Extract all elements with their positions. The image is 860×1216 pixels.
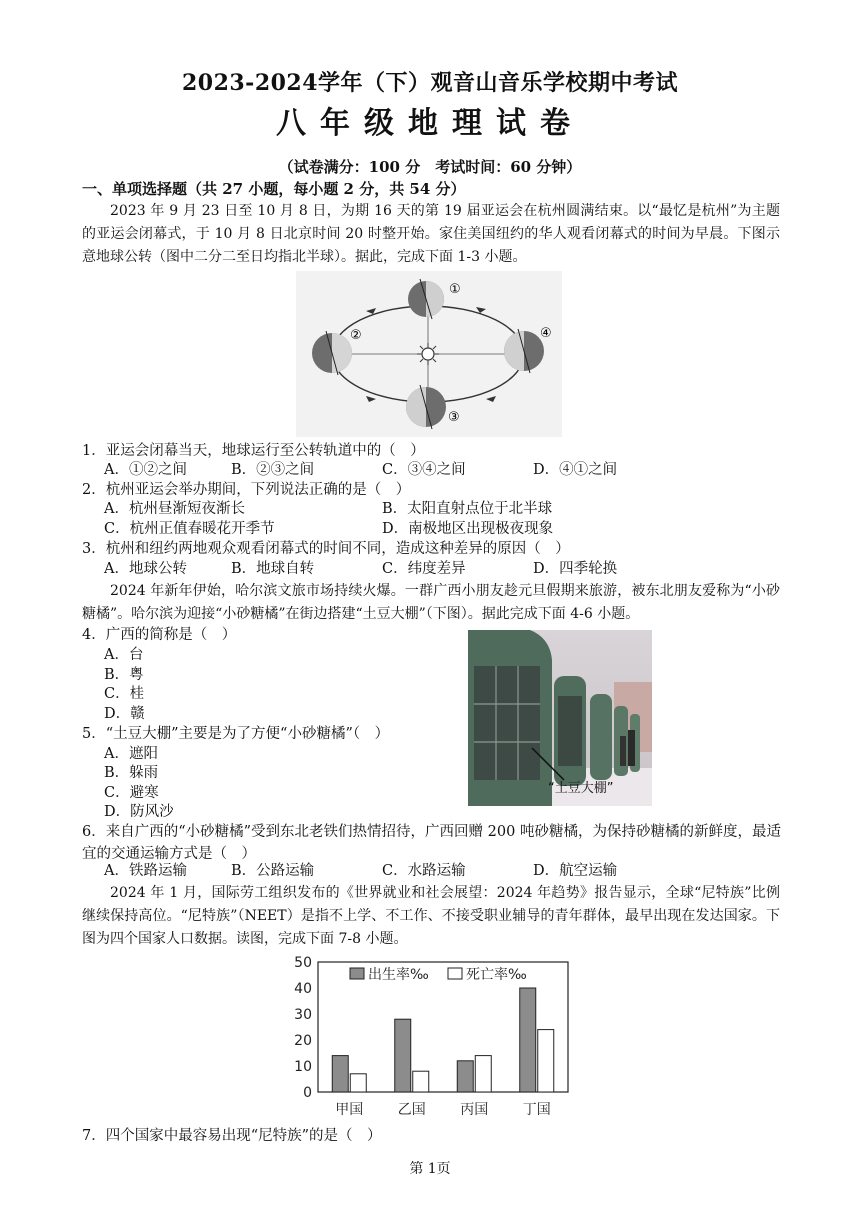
question-1-stem: 1．亚运会闭幕当天，地球运行至公转轨道中的（ ）: [82, 443, 425, 459]
q6-option-d[interactable]: D．航空运输: [533, 863, 618, 879]
question-7-stem: 7．四个国家中最容易出现“尼特族”的是（ ）: [82, 1128, 382, 1144]
orbit-figure: [296, 271, 562, 437]
q5-option-d[interactable]: D．防风沙: [104, 804, 174, 820]
x-tick-label-0: 甲国: [335, 1102, 364, 1118]
q2-option-a[interactable]: A．杭州昼渐短夜渐长: [104, 501, 245, 517]
legend-swatch-1: [448, 968, 462, 979]
question-4-stem: 4．广西的简称是（ ）: [82, 627, 237, 643]
q6-option-a[interactable]: A．铁路运输: [104, 863, 187, 879]
q3-option-b[interactable]: B．地球自转: [231, 561, 315, 577]
street-photo-illustration: [468, 630, 652, 806]
orbit-label-2: ②: [350, 328, 362, 343]
q1-option-b[interactable]: B．②③之间: [231, 462, 315, 478]
bar-乙国-birth: [395, 1019, 411, 1092]
passage-3: 2024 年 1 月，国际劳工组织发布的《世界就业和社会展望：2024 年趋势》报告显示，全球“尼特族”比例继续保持高位。“尼特族”（NEET）是指不上学、不工作、不接受职业辅导的青年群体，最早出现在发达国家。下图为四个国家人口数据。读图，完成下面 7-8 小题。: [82, 885, 780, 947]
legend-label-1: 死亡率‰: [466, 967, 527, 983]
orbit-label-1: ①: [449, 282, 461, 297]
photo-caption: “土豆大棚”: [548, 781, 614, 796]
bar-甲国-birth: [332, 1056, 348, 1092]
sun-icon: [417, 343, 439, 365]
x-tick-label-2: 丙国: [460, 1102, 489, 1118]
orbit-label-4: ④: [540, 326, 552, 341]
bar-乙国-death: [413, 1071, 429, 1092]
passage-2: 2024 年新年伊始，哈尔滨文旅市场持续火爆。一群广西小朋友趁元旦假期来旅游，被东北朋友爱称为“小砂糖橘”。哈尔滨为迎接“小砂糖橘”在街边搭建“土豆大棚”（下图）。据此完成下面 4-6 小题。: [82, 583, 780, 622]
birth-death-rate-chart: [288, 954, 572, 1124]
bar-甲国-death: [350, 1074, 366, 1092]
y-tick-label-40: 40: [294, 981, 312, 997]
legend-swatch-0: [350, 968, 364, 979]
exam-title: 2023-2024学年（下）观音山音乐学校期中考试: [181, 70, 679, 96]
question-6-stem: 6．来自广西的“小砂糖橘”受到东北老铁们热情招待，广西回赠 200 吨砂糖橘，为保持砂糖橘的新鲜度，最适宜的交通运输方式是（ ）: [82, 824, 781, 862]
q4-option-c[interactable]: C．桂: [104, 686, 145, 702]
question-3-stem: 3．杭州和纽约两地观众观看闭幕式的时间不同，造成这种差异的原因（ ）: [82, 541, 570, 557]
q1-option-d[interactable]: D．④①之间: [533, 462, 618, 478]
y-tick-label-30: 30: [294, 1007, 312, 1023]
q4-option-d[interactable]: D．赣: [104, 706, 145, 722]
exam-meta: （试卷满分：100 分 考试时间：60 分钟）: [278, 158, 582, 176]
y-tick-label-50: 50: [294, 955, 312, 971]
bar-丁国-birth: [520, 988, 536, 1092]
q3-option-d[interactable]: D．四季轮换: [533, 561, 618, 577]
bar-丙国-death: [475, 1056, 491, 1092]
q5-option-c[interactable]: C．避寒: [104, 785, 159, 801]
bar-丙国-birth: [457, 1061, 473, 1092]
q2-option-c[interactable]: C．杭州正值春暖花开季节: [104, 521, 275, 537]
earth-orbit-diagram: [296, 271, 562, 437]
x-tick-label-1: 乙国: [397, 1102, 426, 1118]
page-number: 第 1页: [409, 1161, 451, 1177]
q3-option-c[interactable]: C．纬度差异: [382, 561, 466, 577]
q2-option-d[interactable]: D．南极地区出现极夜现象: [382, 521, 554, 537]
q6-option-c[interactable]: C．水路运输: [382, 863, 466, 879]
q3-option-a[interactable]: A．地球公转: [104, 561, 187, 577]
subject-title: 八年级地理试卷: [276, 106, 584, 141]
q5-option-b[interactable]: B．躲雨: [104, 765, 159, 781]
q1-option-c[interactable]: C．③④之间: [382, 462, 466, 478]
potato-tent-photo: [468, 630, 652, 806]
orbit-label-3: ③: [448, 410, 460, 425]
population-chart: [288, 954, 572, 1124]
q4-option-a[interactable]: A．台: [104, 647, 144, 663]
bar-丁国-death: [538, 1030, 554, 1092]
q2-option-b[interactable]: B．太阳直射点位于北半球: [382, 501, 553, 517]
q4-option-b[interactable]: B．粤: [104, 667, 144, 683]
passage-1: 2023 年 9 月 23 日至 10 月 8 日，为期 16 天的第 19 届亚运会在杭州圆满结束。以“最忆是杭州”为主题的亚运会闭幕式，于 10 月 8 日北京时间 20 时整开始。家住美国纽约的华人观看闭幕式的时间为早晨。下图示意地球公转（图中二分二至日均指北半球）。据此，完成下面 1-3 小题。: [82, 203, 780, 265]
q1-option-a[interactable]: A．①②之间: [104, 462, 187, 478]
question-5-stem: 5．“土豆大棚”主要是为了方便“小砂糖橘”（ ）: [82, 726, 390, 742]
legend-label-0: 出生率‰: [368, 967, 429, 983]
q5-option-a[interactable]: A．遮阳: [104, 746, 158, 762]
q6-option-b[interactable]: B．公路运输: [231, 863, 315, 879]
section-heading: 一、单项选择题（共 27 小题，每小题 2 分，共 54 分）: [82, 180, 466, 198]
x-tick-label-3: 丁国: [522, 1102, 551, 1118]
y-tick-label-20: 20: [294, 1033, 312, 1049]
y-tick-label-10: 10: [294, 1059, 312, 1075]
y-tick-label-0: 0: [303, 1085, 312, 1101]
question-2-stem: 2．杭州亚运会举办期间，下列说法正确的是（ ）: [82, 482, 411, 498]
